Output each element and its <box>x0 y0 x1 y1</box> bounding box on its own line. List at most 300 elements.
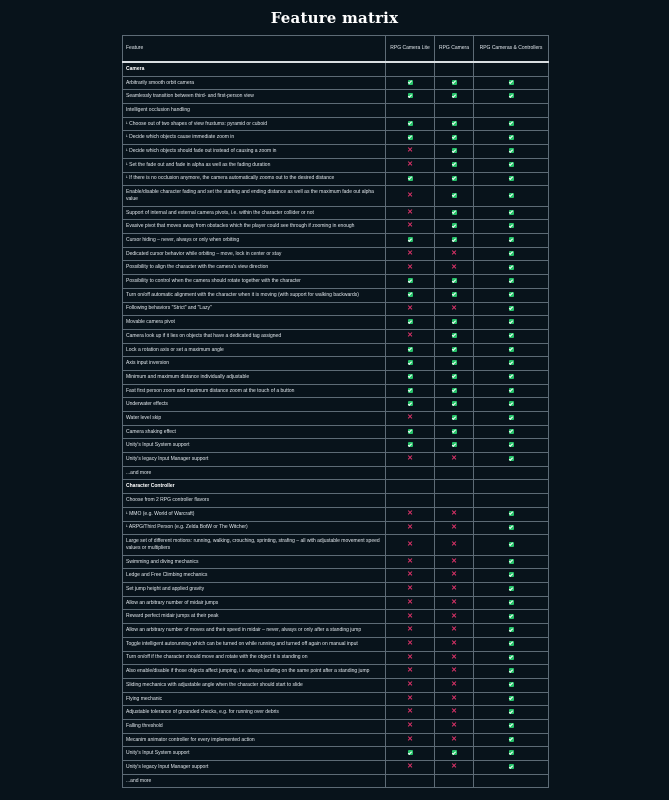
availability-cell <box>474 288 549 302</box>
cross-icon: ✕ <box>407 735 413 743</box>
availability-cell <box>386 220 435 234</box>
availability-cell <box>386 288 435 302</box>
cross-icon: ✕ <box>451 735 457 743</box>
check-icon <box>408 442 413 447</box>
table-row <box>123 234 549 248</box>
feature-label: Arbitrarily smooth orbit camera <box>123 76 386 90</box>
feature-matrix-table <box>122 35 549 788</box>
availability-cell <box>474 104 549 118</box>
availability-cell <box>435 555 474 569</box>
cross-icon: ✕ <box>451 304 457 312</box>
availability-cell <box>386 761 435 775</box>
feature-label: Mecanim animator controller for every implemented action <box>123 733 386 747</box>
feature-label: Enable/disable character fading and set the starting and ending distance as well as the maximum fade out alpha value <box>123 186 386 207</box>
feature-label: ᴸ Set the fade out and fade in alpha as well as the fading duration <box>123 158 386 172</box>
check-icon <box>452 429 457 434</box>
check-icon <box>509 559 514 564</box>
availability-cell <box>386 555 435 569</box>
availability-cell <box>386 521 435 535</box>
availability-cell <box>386 412 435 426</box>
check-icon <box>509 600 514 605</box>
check-icon <box>509 511 514 516</box>
column-header-rpg-camera: RPG Camera <box>435 36 474 63</box>
check-icon <box>509 210 514 215</box>
feature-label: Also enable/disable if those objects affect jumping, i.e. always landing on the same point after a standing jump <box>123 665 386 679</box>
check-icon <box>509 121 514 126</box>
check-icon <box>408 80 413 85</box>
availability-cell <box>474 535 549 556</box>
table-row <box>123 145 549 159</box>
availability-cell <box>474 610 549 624</box>
availability-cell <box>474 172 549 186</box>
availability-cell <box>474 90 549 104</box>
cross-icon: ✕ <box>451 626 457 634</box>
feature-label: Falling threshold <box>123 719 386 733</box>
cross-icon: ✕ <box>407 557 413 565</box>
table-row <box>123 131 549 145</box>
feature-label: Seamlessly transition between third- and first-person view <box>123 90 386 104</box>
availability-cell <box>474 158 549 172</box>
feature-label: Possibility to align the character with the camera's view direction <box>123 261 386 275</box>
cross-icon: ✕ <box>407 509 413 517</box>
cross-icon: ✕ <box>451 249 457 257</box>
availability-cell <box>474 678 549 692</box>
availability-cell <box>386 145 435 159</box>
section-header-row <box>123 62 549 76</box>
availability-cell <box>435 131 474 145</box>
availability-cell <box>474 302 549 316</box>
check-icon <box>452 750 457 755</box>
table-row <box>123 412 549 426</box>
availability-cell <box>474 261 549 275</box>
check-icon <box>452 374 457 379</box>
table-row <box>123 747 549 761</box>
availability-cell <box>435 761 474 775</box>
cross-icon: ✕ <box>407 414 413 422</box>
availability-cell <box>435 610 474 624</box>
table-row <box>123 507 549 521</box>
check-icon <box>509 429 514 434</box>
availability-cell <box>474 62 549 76</box>
availability-cell <box>474 761 549 775</box>
check-icon <box>509 292 514 297</box>
cross-icon: ✕ <box>451 667 457 675</box>
availability-cell <box>386 747 435 761</box>
availability-cell <box>435 569 474 583</box>
check-icon <box>452 347 457 352</box>
table-row <box>123 76 549 90</box>
feature-label: Set jump height and applied gravity <box>123 583 386 597</box>
availability-cell <box>474 247 549 261</box>
check-icon <box>452 278 457 283</box>
availability-cell <box>435 357 474 371</box>
availability-cell <box>386 425 435 439</box>
availability-cell <box>435 521 474 535</box>
cross-icon: ✕ <box>407 708 413 716</box>
check-icon <box>509 750 514 755</box>
availability-cell <box>386 610 435 624</box>
cross-icon: ✕ <box>451 639 457 647</box>
cross-icon: ✕ <box>451 680 457 688</box>
table-row <box>123 370 549 384</box>
availability-cell <box>474 692 549 706</box>
availability-cell <box>435 453 474 467</box>
availability-cell <box>474 206 549 220</box>
cross-icon: ✕ <box>407 722 413 730</box>
availability-cell <box>474 747 549 761</box>
check-icon <box>509 415 514 420</box>
availability-cell <box>474 220 549 234</box>
availability-cell <box>386 624 435 638</box>
table-row <box>123 316 549 330</box>
availability-cell <box>474 117 549 131</box>
availability-cell <box>474 186 549 207</box>
table-row <box>123 651 549 665</box>
cross-icon: ✕ <box>451 722 457 730</box>
table-row <box>123 439 549 453</box>
feature-label: Turn on/off if the character should move and rotate with the object it is standing on <box>123 651 386 665</box>
feature-label: Camera look up if it lies on objects that have a dedicated tag assigned <box>123 329 386 343</box>
cross-icon: ✕ <box>407 191 413 199</box>
check-icon <box>509 237 514 242</box>
section-title: Camera <box>123 62 386 76</box>
availability-cell <box>386 384 435 398</box>
availability-cell <box>435 719 474 733</box>
availability-cell <box>386 719 435 733</box>
feature-label: ᴸ Decide which objects should fade out instead of causing a zoom in <box>123 145 386 159</box>
availability-cell <box>386 692 435 706</box>
check-icon <box>452 176 457 181</box>
cross-icon: ✕ <box>451 540 457 548</box>
table-row <box>123 706 549 720</box>
cross-icon: ✕ <box>407 208 413 216</box>
column-header-rpg-cameras-controllers: RPG Cameras & Controllers <box>474 36 549 63</box>
check-icon <box>509 525 514 530</box>
check-icon <box>509 627 514 632</box>
check-icon <box>509 162 514 167</box>
feature-label: Sliding mechanics with adjustable angle when the character should start to slide <box>123 678 386 692</box>
check-icon <box>408 135 413 140</box>
availability-cell <box>386 596 435 610</box>
availability-cell <box>435 507 474 521</box>
check-icon <box>509 251 514 256</box>
availability-cell <box>474 494 549 508</box>
availability-cell <box>435 535 474 556</box>
check-icon <box>452 360 457 365</box>
cross-icon: ✕ <box>407 455 413 463</box>
feature-label: ᴸ ARPG/Third Person (e.g. Zelda BotW or The Witcher) <box>123 521 386 535</box>
cross-icon: ✕ <box>407 147 413 155</box>
feature-label: Swimming and diving mechanics <box>123 555 386 569</box>
table-row <box>123 425 549 439</box>
cross-icon: ✕ <box>407 523 413 531</box>
availability-cell <box>435 247 474 261</box>
table-row <box>123 719 549 733</box>
table-row <box>123 555 549 569</box>
availability-cell <box>474 466 549 480</box>
availability-cell <box>474 624 549 638</box>
cross-icon: ✕ <box>407 612 413 620</box>
availability-cell <box>386 439 435 453</box>
availability-cell <box>386 453 435 467</box>
cross-icon: ✕ <box>451 598 457 606</box>
table-row <box>123 247 549 261</box>
availability-cell <box>386 275 435 289</box>
feature-label: Possibility to control when the camera should rotate together with the character <box>123 275 386 289</box>
check-icon <box>452 333 457 338</box>
availability-cell <box>474 412 549 426</box>
feature-label: Unity's Input System support <box>123 747 386 761</box>
cross-icon: ✕ <box>451 557 457 565</box>
check-icon <box>452 223 457 228</box>
cross-icon: ✕ <box>407 263 413 271</box>
cross-icon: ✕ <box>407 160 413 168</box>
cross-icon: ✕ <box>407 249 413 257</box>
availability-cell <box>435 774 474 788</box>
availability-cell <box>386 131 435 145</box>
cross-icon: ✕ <box>407 540 413 548</box>
check-icon <box>408 292 413 297</box>
availability-cell <box>435 412 474 426</box>
availability-cell <box>386 172 435 186</box>
feature-label: Choose from 2 RPG controller flavors <box>123 494 386 508</box>
availability-cell <box>474 637 549 651</box>
cross-icon: ✕ <box>451 263 457 271</box>
availability-cell <box>386 302 435 316</box>
check-icon <box>408 429 413 434</box>
check-icon <box>452 237 457 242</box>
availability-cell <box>474 665 549 679</box>
availability-cell <box>474 357 549 371</box>
feature-label: Support of internal and external camera pivots, i.e. within the character collider or not <box>123 206 386 220</box>
cross-icon: ✕ <box>451 523 457 531</box>
availability-cell <box>474 521 549 535</box>
table-row <box>123 596 549 610</box>
check-icon <box>509 148 514 153</box>
table-row <box>123 453 549 467</box>
availability-cell <box>386 706 435 720</box>
availability-cell <box>386 261 435 275</box>
availability-cell <box>435 186 474 207</box>
feature-label: Lock a rotation axis or set a maximum angle <box>123 343 386 357</box>
availability-cell <box>386 104 435 118</box>
availability-cell <box>386 507 435 521</box>
availability-cell <box>474 453 549 467</box>
check-icon <box>452 193 457 198</box>
check-icon <box>408 319 413 324</box>
availability-cell <box>474 234 549 248</box>
availability-cell <box>474 719 549 733</box>
feature-label: Flying mechanic <box>123 692 386 706</box>
availability-cell <box>435 480 474 494</box>
availability-cell <box>474 398 549 412</box>
cross-icon: ✕ <box>451 509 457 517</box>
table-row <box>123 665 549 679</box>
check-icon <box>408 347 413 352</box>
check-icon <box>509 456 514 461</box>
table-row <box>123 357 549 371</box>
availability-cell <box>474 329 549 343</box>
availability-cell <box>435 104 474 118</box>
availability-cell <box>435 158 474 172</box>
availability-cell <box>435 302 474 316</box>
table-row <box>123 90 549 104</box>
availability-cell <box>474 480 549 494</box>
availability-cell <box>435 706 474 720</box>
availability-cell <box>435 637 474 651</box>
table-row <box>123 466 549 480</box>
availability-cell <box>386 206 435 220</box>
availability-cell <box>386 186 435 207</box>
feature-label: Allow an arbitrary number of moves and their speed in midair – never, always or only after a standing jump <box>123 624 386 638</box>
table-row <box>123 637 549 651</box>
check-icon <box>408 750 413 755</box>
cross-icon: ✕ <box>407 639 413 647</box>
check-icon <box>509 223 514 228</box>
check-icon <box>509 360 514 365</box>
availability-cell <box>435 733 474 747</box>
table-row <box>123 678 549 692</box>
availability-cell <box>386 357 435 371</box>
check-icon <box>509 696 514 701</box>
availability-cell <box>435 275 474 289</box>
check-icon <box>452 135 457 140</box>
feature-label: Following behaviors "Strict" and "Lazy" <box>123 302 386 316</box>
check-icon <box>509 723 514 728</box>
availability-cell <box>435 261 474 275</box>
availability-cell <box>386 343 435 357</box>
check-icon <box>509 278 514 283</box>
cross-icon: ✕ <box>407 653 413 661</box>
availability-cell <box>474 316 549 330</box>
cross-icon: ✕ <box>407 571 413 579</box>
table-body <box>123 62 549 788</box>
availability-cell <box>435 692 474 706</box>
table-row <box>123 774 549 788</box>
cross-icon: ✕ <box>451 612 457 620</box>
cross-icon: ✕ <box>451 653 457 661</box>
check-icon <box>509 193 514 198</box>
feature-label: Intelligent occlusion handling <box>123 104 386 118</box>
cross-icon: ✕ <box>407 667 413 675</box>
availability-cell <box>435 76 474 90</box>
feature-label: Camera shaking effect <box>123 425 386 439</box>
availability-cell <box>435 466 474 480</box>
check-icon <box>509 80 514 85</box>
feature-label: ᴸ If there is no occlusion anymore, the camera automatically zooms out to the desired distance <box>123 172 386 186</box>
feature-label: Ledge and Free Climbing mechanics <box>123 569 386 583</box>
availability-cell <box>435 329 474 343</box>
availability-cell <box>435 583 474 597</box>
check-icon <box>509 401 514 406</box>
availability-cell <box>386 158 435 172</box>
feature-label: ...and more <box>123 466 386 480</box>
cross-icon: ✕ <box>407 763 413 771</box>
availability-cell <box>386 62 435 76</box>
feature-label: ...and more <box>123 774 386 788</box>
availability-cell <box>386 637 435 651</box>
check-icon <box>509 668 514 673</box>
availability-cell <box>386 398 435 412</box>
table-row <box>123 384 549 398</box>
check-icon <box>452 292 457 297</box>
check-icon <box>509 614 514 619</box>
check-icon <box>509 388 514 393</box>
availability-cell <box>474 774 549 788</box>
cross-icon: ✕ <box>407 304 413 312</box>
availability-cell <box>474 596 549 610</box>
table-row <box>123 329 549 343</box>
table-row <box>123 158 549 172</box>
cross-icon: ✕ <box>407 585 413 593</box>
availability-cell <box>435 117 474 131</box>
availability-cell <box>386 733 435 747</box>
availability-cell <box>386 665 435 679</box>
page-title: Feature matrix <box>270 9 399 27</box>
table-row <box>123 343 549 357</box>
cross-icon: ✕ <box>407 694 413 702</box>
availability-cell <box>435 678 474 692</box>
check-icon <box>509 442 514 447</box>
check-icon <box>509 655 514 660</box>
check-icon <box>452 210 457 215</box>
table-row <box>123 624 549 638</box>
availability-cell <box>474 370 549 384</box>
cross-icon: ✕ <box>451 585 457 593</box>
availability-cell <box>386 466 435 480</box>
table-row <box>123 220 549 234</box>
availability-cell <box>435 62 474 76</box>
table-row <box>123 521 549 535</box>
check-icon <box>408 237 413 242</box>
table-row <box>123 186 549 207</box>
check-icon <box>452 121 457 126</box>
availability-cell <box>435 172 474 186</box>
check-icon <box>509 737 514 742</box>
feature-label: Axis input inversion <box>123 357 386 371</box>
feature-label: Fast first person zoom and maximum distance zoom at the touch of a button <box>123 384 386 398</box>
check-icon <box>509 176 514 181</box>
availability-cell <box>386 329 435 343</box>
availability-cell <box>386 76 435 90</box>
feature-label: Cursor hiding – never, always or only when orbiting <box>123 234 386 248</box>
table-row <box>123 206 549 220</box>
availability-cell <box>386 247 435 261</box>
feature-label: Allow an arbitrary number of midair jumps <box>123 596 386 610</box>
cross-icon: ✕ <box>407 598 413 606</box>
table-row <box>123 275 549 289</box>
feature-label: Underwater effects <box>123 398 386 412</box>
availability-cell <box>474 583 549 597</box>
table-row <box>123 535 549 556</box>
check-icon <box>452 442 457 447</box>
table-row <box>123 261 549 275</box>
table-row <box>123 761 549 775</box>
feature-label: Reward perfect midair jumps at their peak <box>123 610 386 624</box>
check-icon <box>509 93 514 98</box>
availability-cell <box>435 316 474 330</box>
table-row <box>123 692 549 706</box>
check-icon <box>452 319 457 324</box>
check-icon <box>509 641 514 646</box>
table-row <box>123 398 549 412</box>
feature-label: Water level skip <box>123 412 386 426</box>
feature-label: Movable camera pivot <box>123 316 386 330</box>
column-header-feature: Feature <box>123 36 386 63</box>
availability-cell <box>386 316 435 330</box>
cross-icon: ✕ <box>451 763 457 771</box>
availability-cell <box>435 234 474 248</box>
